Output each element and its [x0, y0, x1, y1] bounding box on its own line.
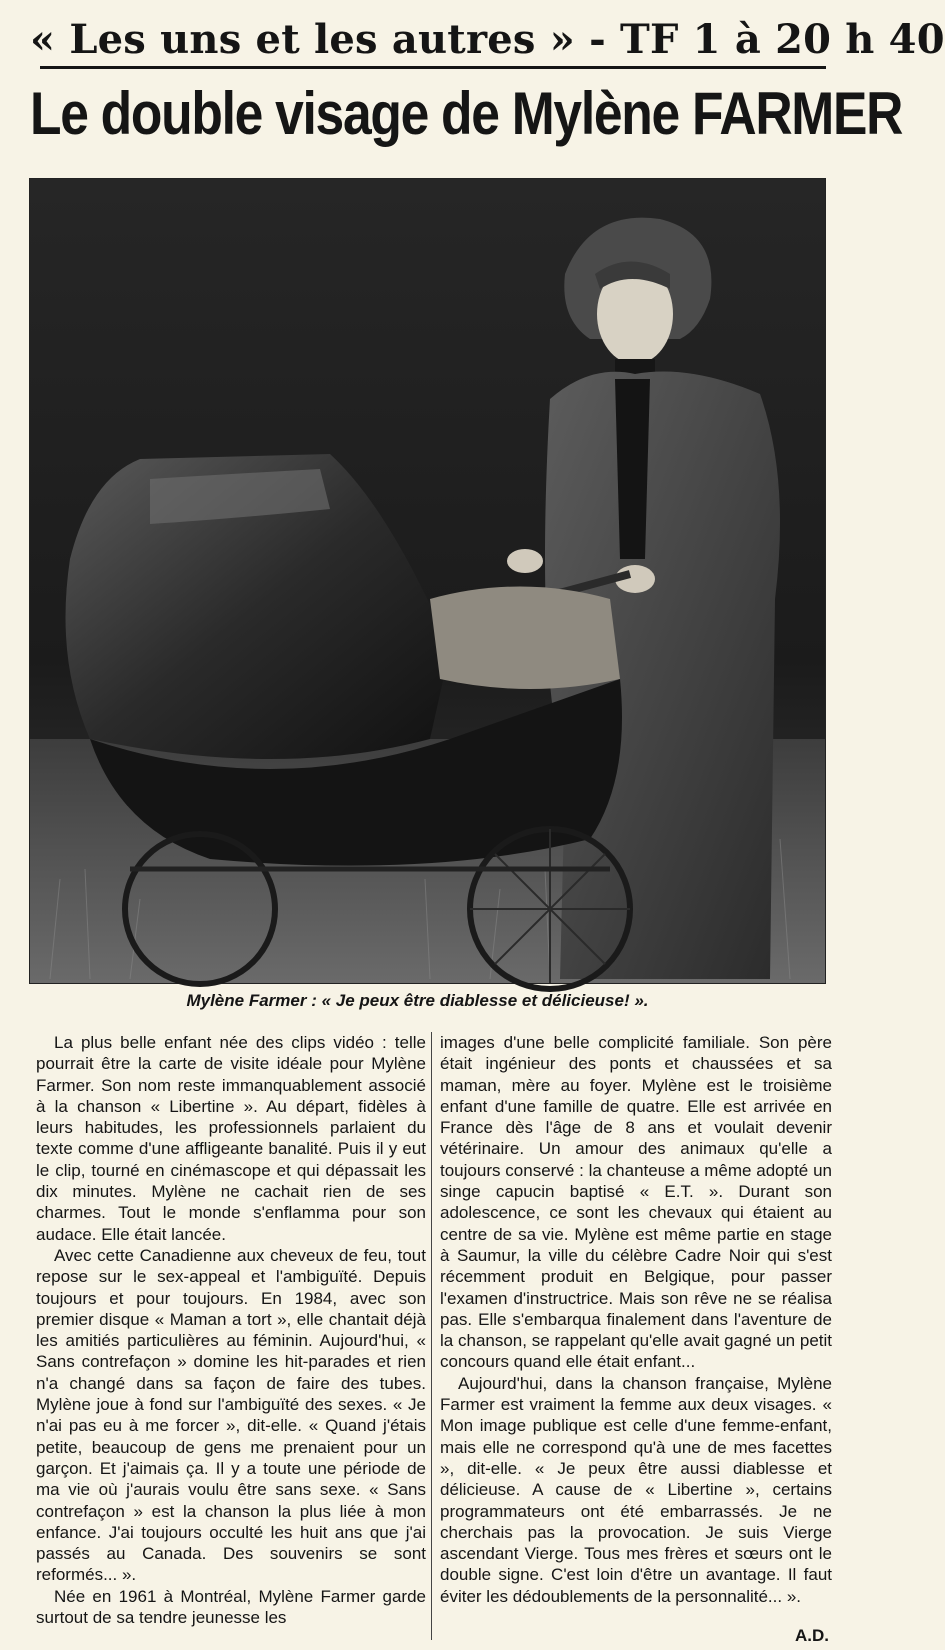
paragraph: Née en 1961 à Montréal, Mylène Farmer garde surtout de sa tendre jeunesse les — [36, 1586, 426, 1628]
photo-caption: Mylène Farmer : « Je peux être diablesse et délicieuse! ». — [186, 991, 649, 1010]
kicker-divider — [40, 66, 826, 69]
paragraph: La plus belle enfant née des clips vidéo : telle pourrait être la carte de visite idéale pour Mylène Farmer. Son nom reste immanquablement associé à la chanson « Libertine ». Au départ, fidèles à leurs habitudes, les professionnels parlaient du texte comme d'une affligeante banalité. Puis il y eut le clip, tourné en cinémascope et qui dépassait les dix minutes. Mylène ne cachait rien de ses charmes. Tout le monde s'enflamma pour son audace. Elle était lancée. — [36, 1033, 426, 1244]
article-column-left — [36, 1032, 426, 1628]
photo-woman-with-pram-icon — [30, 179, 825, 983]
paragraph: Avec cette Canadienne aux cheveux de feu, tout repose sur le sex-appeal et l'ambiguïté. Depuis toujours et pour toujours. En 1984, avec son premier disque « Maman a tort », elle chantait déjà les amitiés particulières au féminin. Aujourd'hui, « Sans contrefaçon » domine les hit-parades et rien n'a changé dans sa façon de faire des tubes. Mylène joue à fond sur l'ambiguïté des sexes. « Je n'ai pas eu à me forcer », dit-elle. « Quand j'étais petite, beaucoup de gens me prenaient pour un garçon. Et j'aimais ça. Il y a toute une période de ma vie où j'aurais voulu être sans sexe. « Sans contrefaçon » est la chanson la plus liée à mon enfance. J'ai toujours occulté les huit ans que j'ai passés au Canada. Des souvenirs se sont reformés... ». — [36, 1245, 426, 1585]
column-divider — [431, 1032, 432, 1640]
article-column-right — [440, 1032, 832, 1607]
article-photo — [29, 178, 826, 984]
article-kicker: « Les uns et les autres » - TF 1 à 20 h 40 — [30, 16, 945, 63]
paragraph: images d'une belle complicité familiale. Son père était ingénieur des ponts et chaussées et sa maman, mère au foyer. Mylène est le troisième enfant d'une famille de quatre. Elle est arrivée en France dès l'âge de 8 ans et voulait devenir vétérinaire. Un amour des animaux qu'elle a toujours conservé : la chanteuse a même adopté un singe capucin baptisé « E.T. ». Durant son adolescence, ce sont les chevaux qui étaient au centre de sa vie. Mylène est même partie en stage à Saumur, la ville du célèbre Cadre Noir qui s'est récemment produit en Belgique, pour passer l'examen d'instructrice. Mais son rêve ne se réalisa pas. Elle s'embarqua finalement dans l'aventure de la chanson, se rappelant qu'elle avait gagné un petit concours quand elle était enfant... — [440, 1033, 832, 1372]
paragraph: Aujourd'hui, dans la chanson française, Mylène Farmer est vraiment la femme aux deux visages. « Mon image publique est celle d'une femme-enfant, mais elle ne correspond qu'à une de mes facettes », dit-elle. « Je peux être aussi diablesse et délicieuse. A cause de « Libertine », certains programmateurs ont été embarrassés. Je ne cherchais pas la provocation. Je suis Vierge ascendant Vierge. Tous mes frères et sœurs ont le double signe. C'est loin d'être un avantage. Il faut éviter les dédoublements de la personnalité... ». — [440, 1373, 832, 1606]
article-headline: Le double visage de Mylène FARMER — [30, 80, 903, 147]
author-signature: A.D. — [795, 1626, 829, 1645]
